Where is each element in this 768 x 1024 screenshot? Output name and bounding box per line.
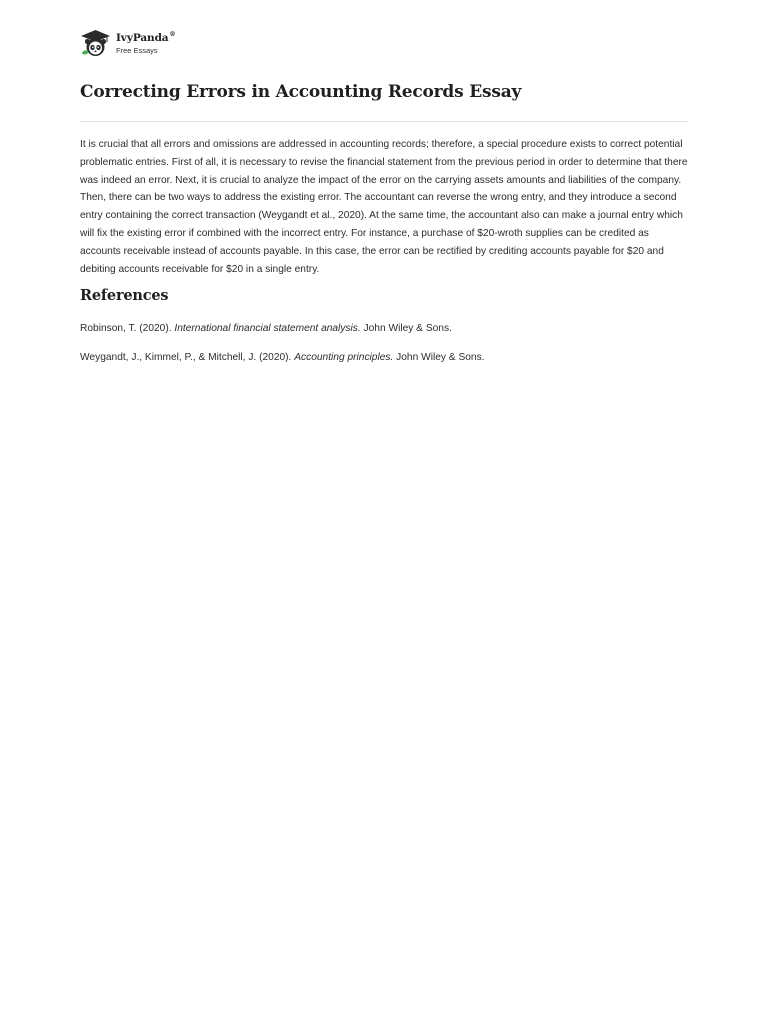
ivypanda-logo[interactable] [80,29,175,58]
reference-item [80,351,688,365]
references-heading: References [80,287,169,304]
registered-mark: ® [169,31,176,38]
reference-publisher: John Wiley & Sons. [360,323,452,334]
logo-wordmark [116,33,175,54]
brand-name: IvyPanda® [116,31,176,44]
reference-title: International financial statement analysis. [174,323,361,334]
reference-title: Accounting principles. [294,352,394,363]
title-divider [80,121,688,122]
reference-publisher: John Wiley & Sons. [393,352,485,363]
essay-body-paragraph: It is crucial that all errors and omissions are addressed in accounting records; therefore, a special procedure exists to correct potential problematic entries. First of all, it is necessary to revise the financial statement from the previous period in order to determine that there was indeed an error. Next, it is crucial to analyze the impact of the error on the carrying assets amounts and liabilities of the company. Then, there can be two ways to address the existing error. The accountant can reverse the wrong entry, and they introduce a second entry containing the correct transaction (Weygandt et al., 2020). At the same time, the accountant also can make a journal entry which will fix the existing error if combined with the incorrect entry. For instance, a purchase of $20-wroth supplies can be credited as accounts receivable instead of accounts payable. In this case, the error can be rectified by crediting accounts payable for $20 and debiting accounts receivable for $20 in a single entry. [80,139,688,275]
reference-authors: Weygandt, J., Kimmel, P., & Mitchell, J. (2020). [80,352,295,363]
essay-title: Correcting Errors in Accounting Records Essay [80,82,522,102]
panda-graduation-cap-icon [80,29,111,58]
brand-tagline: Free Essays [116,45,158,55]
reference-authors: Robinson, T. (2020). [80,323,175,334]
reference-item [80,322,688,336]
